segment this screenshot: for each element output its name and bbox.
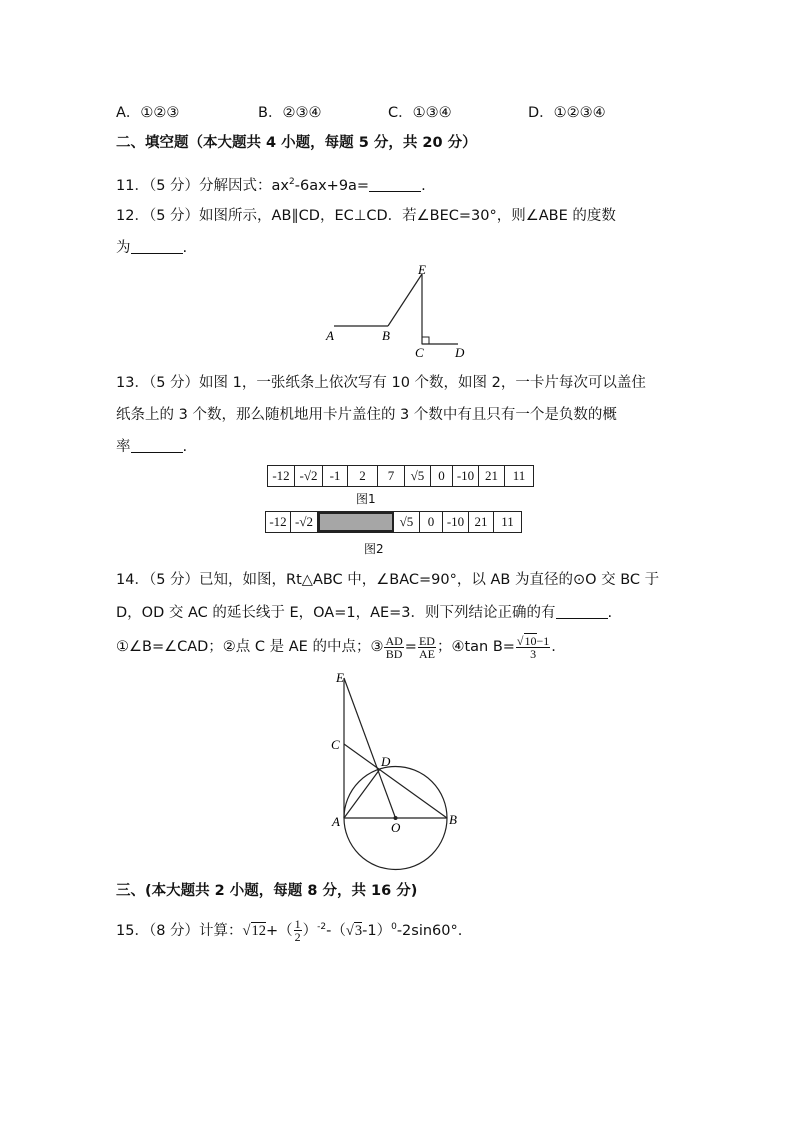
- question-14-line1: 14．（5 分）已知，如图，Rt△ABC 中，∠BAC=90°，以 AB 为直径的⊙O 交 BC 于: [116, 572, 660, 588]
- label-b: B: [449, 812, 457, 827]
- option-c: C．①③④: [388, 105, 452, 121]
- label-e: E: [336, 670, 344, 685]
- q15-mid: -（: [326, 922, 346, 939]
- fraction-tan-b: $\frac{√10-1}{3}$: [516, 633, 550, 661]
- label-c: C: [415, 345, 424, 360]
- q15-exp2: 0: [391, 922, 397, 932]
- q14-eq: =: [404, 639, 417, 655]
- q14-s2: ；④tan B=: [436, 639, 515, 655]
- answer-blank: [131, 438, 183, 453]
- segment-ad: [344, 769, 380, 818]
- sqrt-sign: √: [345, 922, 354, 939]
- strip1-cell: 11: [512, 468, 526, 483]
- strip2-cell: -√2: [291, 512, 318, 532]
- question-14-statements: [116, 632, 556, 662]
- segment-eo: [344, 678, 396, 818]
- strip1-cell: -10: [453, 466, 479, 486]
- answer-blank: [556, 604, 608, 619]
- label-d: D: [381, 754, 391, 769]
- q15-paren-close: ）: [302, 922, 318, 939]
- question-11: [116, 172, 426, 196]
- q13-line3-end: .: [182, 439, 188, 455]
- strip1-cell: √5: [405, 466, 431, 486]
- q11-end: .: [421, 177, 426, 194]
- strip1-cell: 0: [431, 466, 453, 486]
- q12-line2-end: .: [182, 240, 188, 256]
- q14-line2-prefix: D，OD 交 AC 的延长线于 E，OA=1，AE=3．则下列结论正确的有: [116, 605, 556, 621]
- option-a: A．①②③: [116, 105, 180, 121]
- q11-sup: 2: [289, 177, 295, 187]
- strip2-cell: √5: [394, 512, 420, 532]
- number-strip-1: [267, 465, 534, 487]
- question-13-line1: 13．（5 分）如图 1，一张纸条上依次写有 10 个数，如图 2，一卡片每次可以盖住: [116, 375, 646, 391]
- label-c: C: [331, 737, 340, 752]
- covering-card: [318, 512, 394, 532]
- fraction-ad-bd: $\frac{AD}{BD}$: [385, 633, 403, 661]
- answer-blank: [369, 177, 421, 192]
- strip2-cell: -12: [266, 512, 291, 532]
- strip2-cell: 0: [420, 512, 443, 532]
- sqrt-sign: √: [516, 633, 524, 648]
- q13-line3-prefix: 率: [116, 439, 131, 455]
- sqrt-sign: √: [242, 922, 251, 939]
- q11-prefix: 11．（5 分）分解因式：ax: [116, 177, 290, 194]
- label-o: O: [391, 820, 401, 835]
- strip1-cell: -12: [268, 466, 295, 486]
- q14-figure: [326, 668, 466, 872]
- strip1-cell: -1: [323, 466, 348, 486]
- q15-plus: +（: [266, 922, 293, 939]
- fraction-ed-ae: $\frac{ED}{AE}$: [418, 633, 435, 661]
- question-14-line2: [116, 603, 612, 623]
- question-13-line3: [116, 437, 187, 457]
- option-b: B．②③④: [258, 105, 322, 121]
- q12-figure: [316, 258, 476, 364]
- strip1-cell: -√2: [295, 466, 323, 486]
- caption-figure-1: 图1: [356, 492, 376, 506]
- label-a: A: [332, 814, 340, 829]
- number-strip-2: [265, 511, 522, 533]
- q14-s1: ①∠B=∠CAD；②点 C 是 AE 的中点；③: [116, 639, 384, 655]
- question-15: [116, 912, 462, 946]
- q15-tail: -1）: [362, 922, 392, 939]
- label-a: A: [326, 328, 334, 343]
- section-heading-2: 二、填空题（本大题共 4 小题，每题 5 分，共 20 分）: [116, 135, 477, 151]
- q15-exp1: -2: [317, 922, 327, 932]
- question-12-line1: 12．（5 分）如图所示，AB∥CD，EC⊥CD．若∠BEC=30°，则∠ABE 的度数: [116, 208, 616, 224]
- option-d: D．①②③④: [528, 105, 606, 121]
- question-13-line2: 纸条上的 3 个数，那么随机地用卡片盖住的 3 个数中有且只有一个是负数的概: [116, 407, 617, 423]
- answer-blank: [131, 239, 183, 254]
- section-heading-3: 三、(本大题共 2 小题，每题 8 分，共 16 分): [116, 883, 418, 899]
- label-e: E: [418, 262, 426, 277]
- label-b: B: [382, 328, 390, 343]
- q11-rest: -6ax+9a=: [294, 177, 370, 194]
- question-12-line2: [116, 238, 187, 258]
- q12-line2-prefix: 为: [116, 240, 131, 256]
- strip1-cell: 7: [378, 466, 405, 486]
- strip2-cell: 11: [501, 514, 514, 529]
- q14-s3: .: [551, 639, 556, 655]
- q14-line2-end: .: [607, 605, 613, 621]
- q15-rad1: 12: [251, 922, 267, 939]
- label-d: D: [455, 345, 465, 360]
- segment-be: [388, 274, 422, 326]
- q15-end: -2sin60°.: [396, 922, 463, 939]
- fraction-one-half: $\frac{1}{2}$: [294, 917, 301, 945]
- strip1-cell: 2: [348, 466, 378, 486]
- strip1-cell: 21: [479, 466, 505, 486]
- strip2-cell: 21: [469, 512, 494, 532]
- q15-rad2: 3: [354, 922, 363, 939]
- right-angle-mark: [422, 337, 429, 344]
- q15-prefix: 15．（8 分）计算：: [116, 922, 243, 939]
- strip2-cell: -10: [443, 512, 469, 532]
- caption-figure-2: 图2: [364, 542, 384, 556]
